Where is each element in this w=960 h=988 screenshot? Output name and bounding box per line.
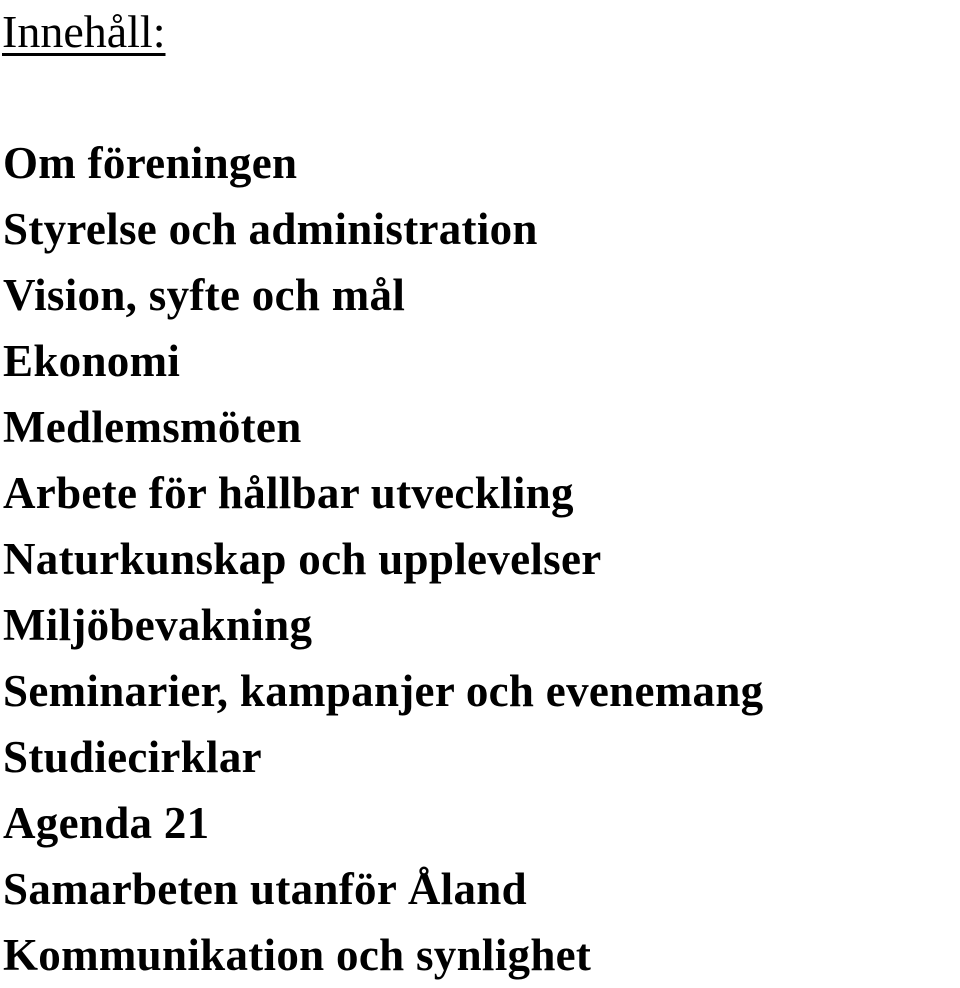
contents-item: Kommunikation och synlighet: [3, 930, 592, 980]
contents-item: Agenda 21: [3, 798, 210, 848]
contents-item: Vision, syfte och mål: [3, 270, 406, 320]
contents-item: Om föreningen: [3, 138, 298, 188]
contents-list: [3, 130, 763, 988]
contents-heading: Innehåll:: [2, 6, 166, 57]
contents-item: Ekonomi: [3, 336, 181, 386]
contents-item: Miljöbevakning: [3, 600, 313, 650]
contents-item: Seminarier, kampanjer och evenemang: [3, 666, 764, 716]
contents-item: Arbete för hållbar utveckling: [3, 468, 574, 518]
contents-item: Styrelse och administration: [3, 204, 538, 254]
contents-item: Naturkunskap och upplevelser: [3, 534, 602, 584]
contents-item: Samarbeten utanför Åland: [3, 864, 527, 914]
contents-item: Medlemsmöten: [3, 402, 302, 452]
contents-item: Studiecirklar: [3, 732, 262, 782]
